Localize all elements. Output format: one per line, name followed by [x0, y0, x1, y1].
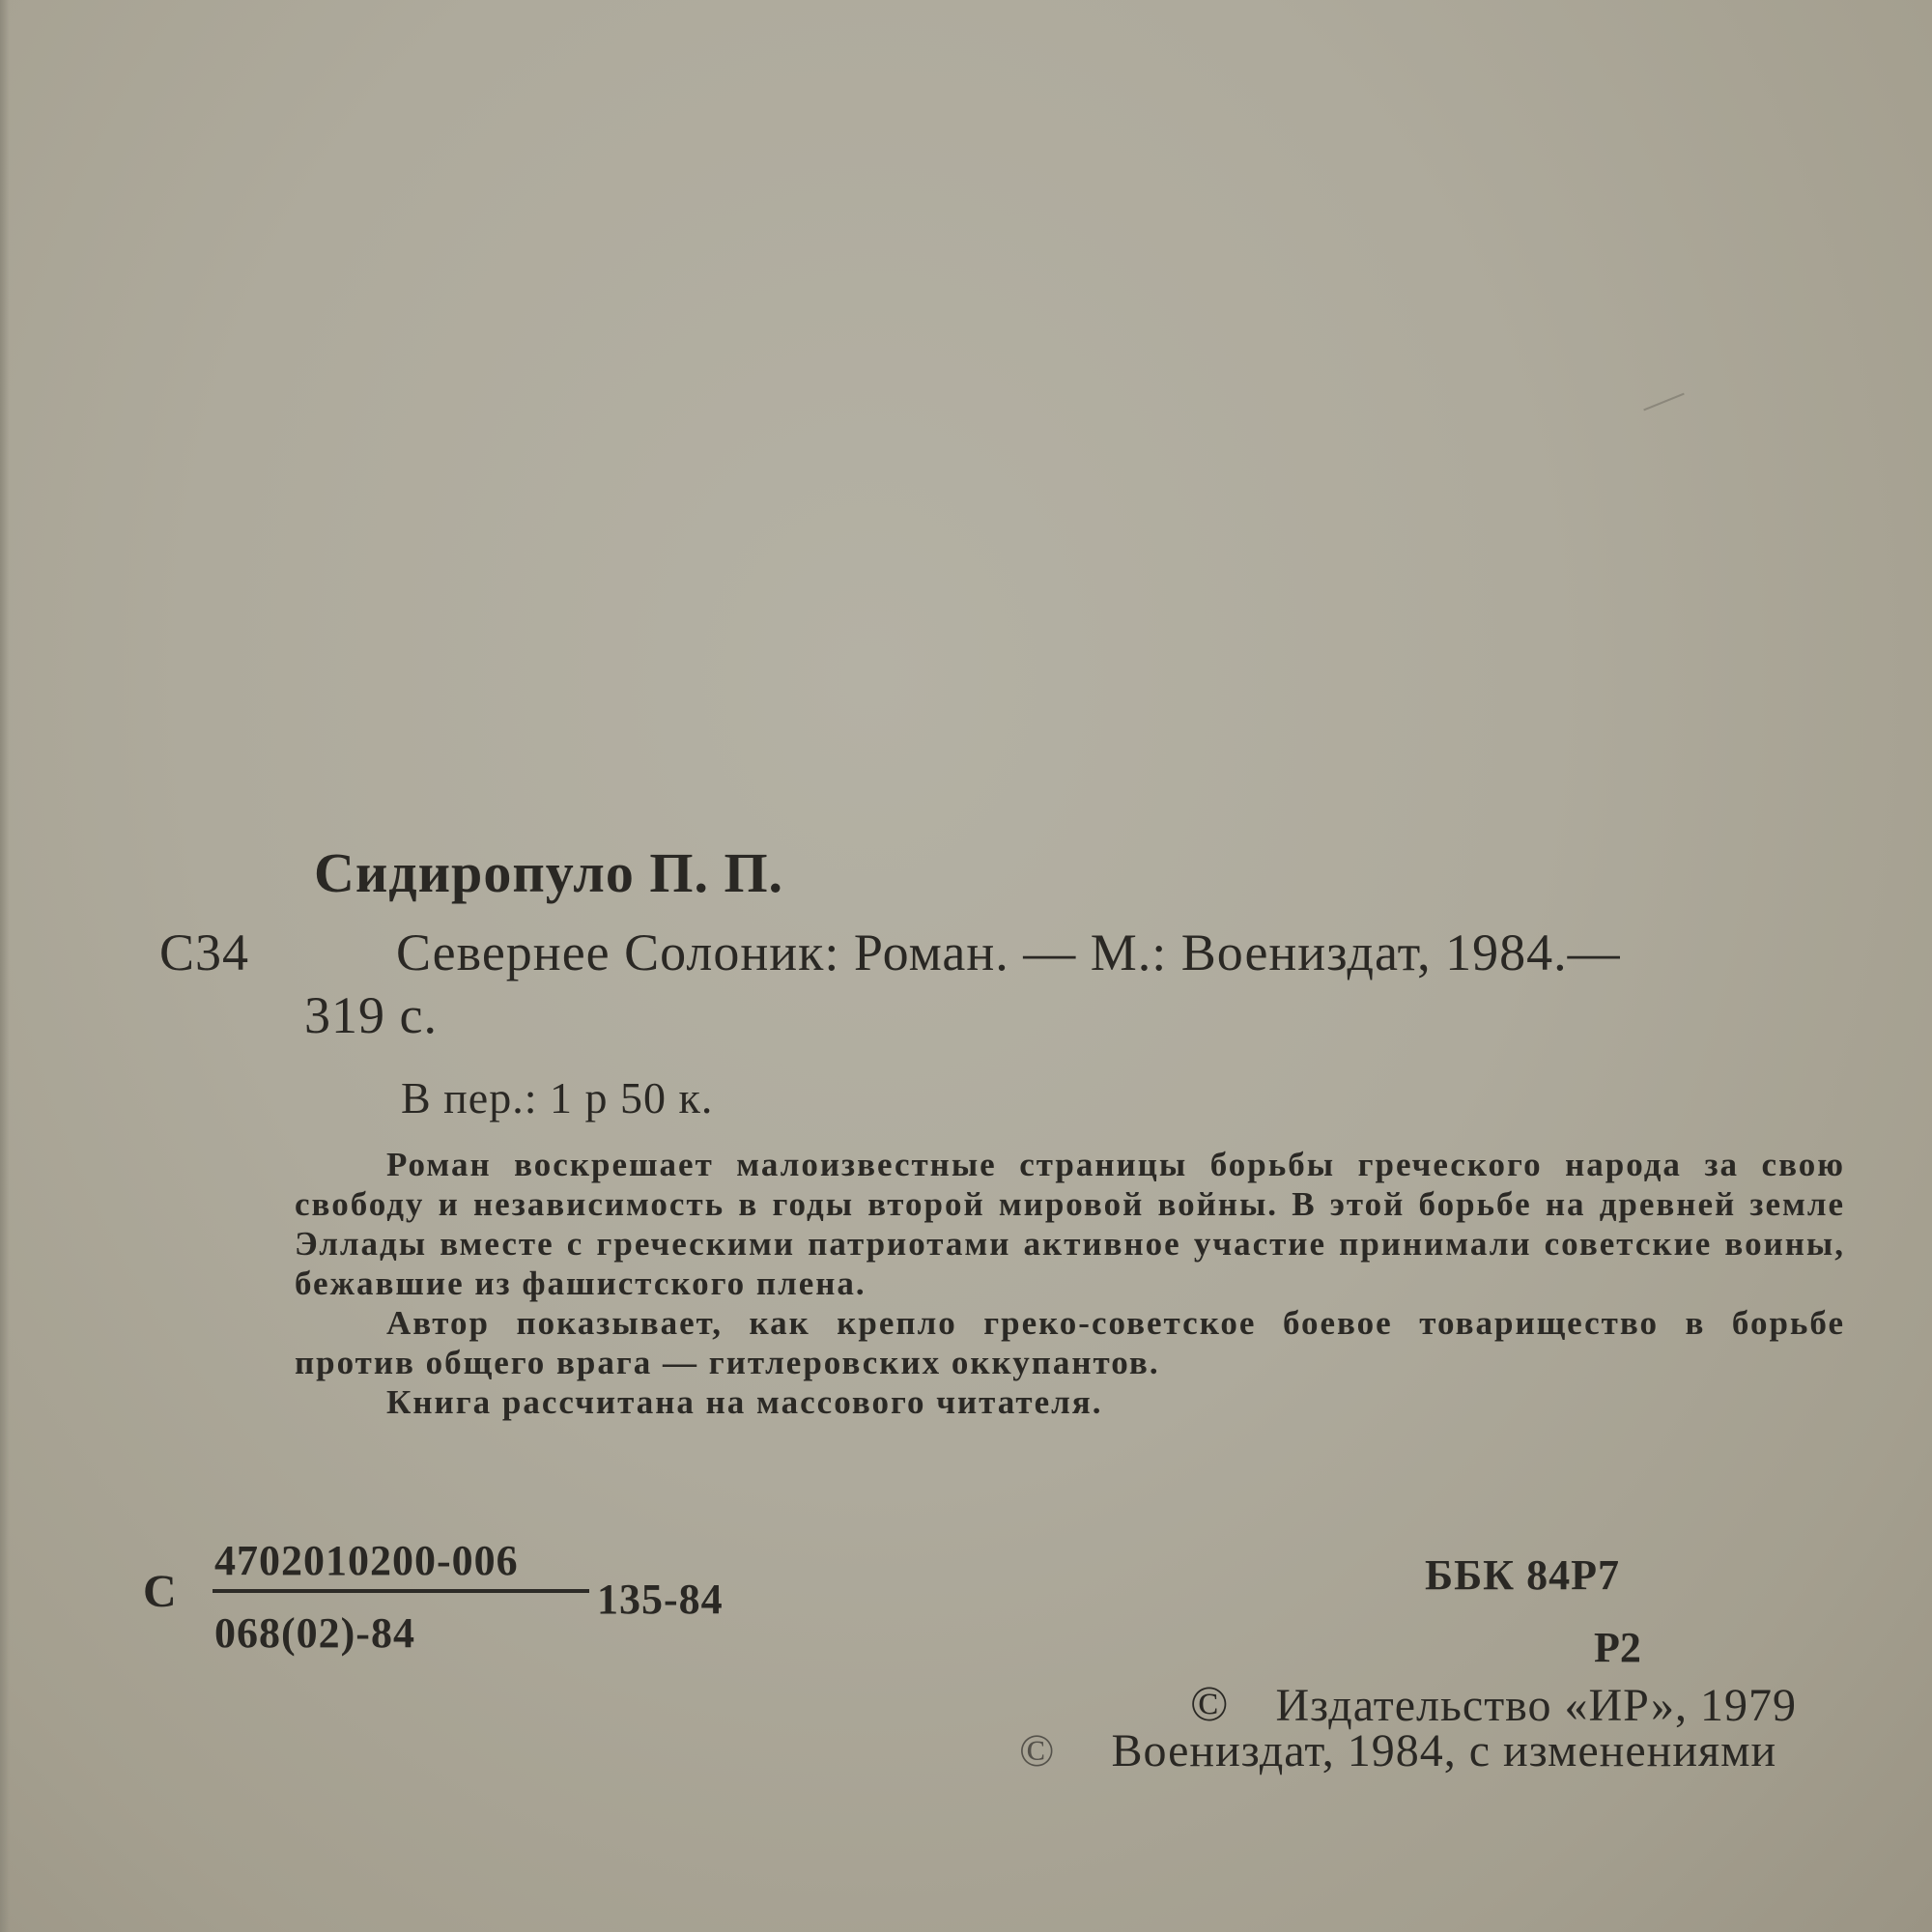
copyright-text: Издательство «ИР», 1979: [1275, 1680, 1798, 1731]
annotation-paragraph: Книга рассчитана на массового читателя.: [386, 1383, 1103, 1421]
catalog-code-suffix: 135-84: [597, 1576, 724, 1623]
catalog-code-denominator: 068(02)-84: [214, 1609, 415, 1657]
annotation: [295, 1145, 1845, 1422]
copyright-line: [1019, 1724, 1776, 1777]
copyright-text: Воениздат, 1984, с изменениями: [1111, 1725, 1777, 1776]
pencil-mark: [1643, 393, 1684, 412]
copyright-icon: ©: [1019, 1725, 1056, 1776]
page-count: 319 с.: [304, 986, 438, 1044]
title-publication-line: Севернее Солоник: Роман. — М.: Воениздат, 1984.—: [396, 923, 1621, 981]
annotation-paragraph: Автор показывает, как крепло греко-советское боевое товарищество в борьбе против общего врага — гитлеровских оккупантов.: [295, 1304, 1845, 1381]
library-cipher: С34: [159, 923, 250, 981]
bbk-subcode: Р2: [1594, 1624, 1641, 1671]
page-fold-shadow: [0, 0, 10, 1932]
fraction-line: [213, 1589, 589, 1593]
copyright-icon: ©: [1190, 1677, 1230, 1732]
author-name: Сидиропуло П. П.: [314, 841, 784, 904]
annotation-paragraph: Роман воскрешает малоизвестные страницы борьбы греческого народа за свою свободу и независимость в годы второй мировой войны. В этой борьбе на древней земле Эллады вместе с греческими патриотами активное участие принимали советские воины, бежавшие из фашистского плена.: [295, 1146, 1845, 1302]
bbk-code: ББК 84Р7: [1425, 1551, 1620, 1599]
price-line: В пер.: 1 р 50 к.: [401, 1073, 714, 1122]
catalog-code-numerator: 4702010200-006: [214, 1537, 519, 1584]
catalog-code-letter: С: [143, 1566, 177, 1617]
